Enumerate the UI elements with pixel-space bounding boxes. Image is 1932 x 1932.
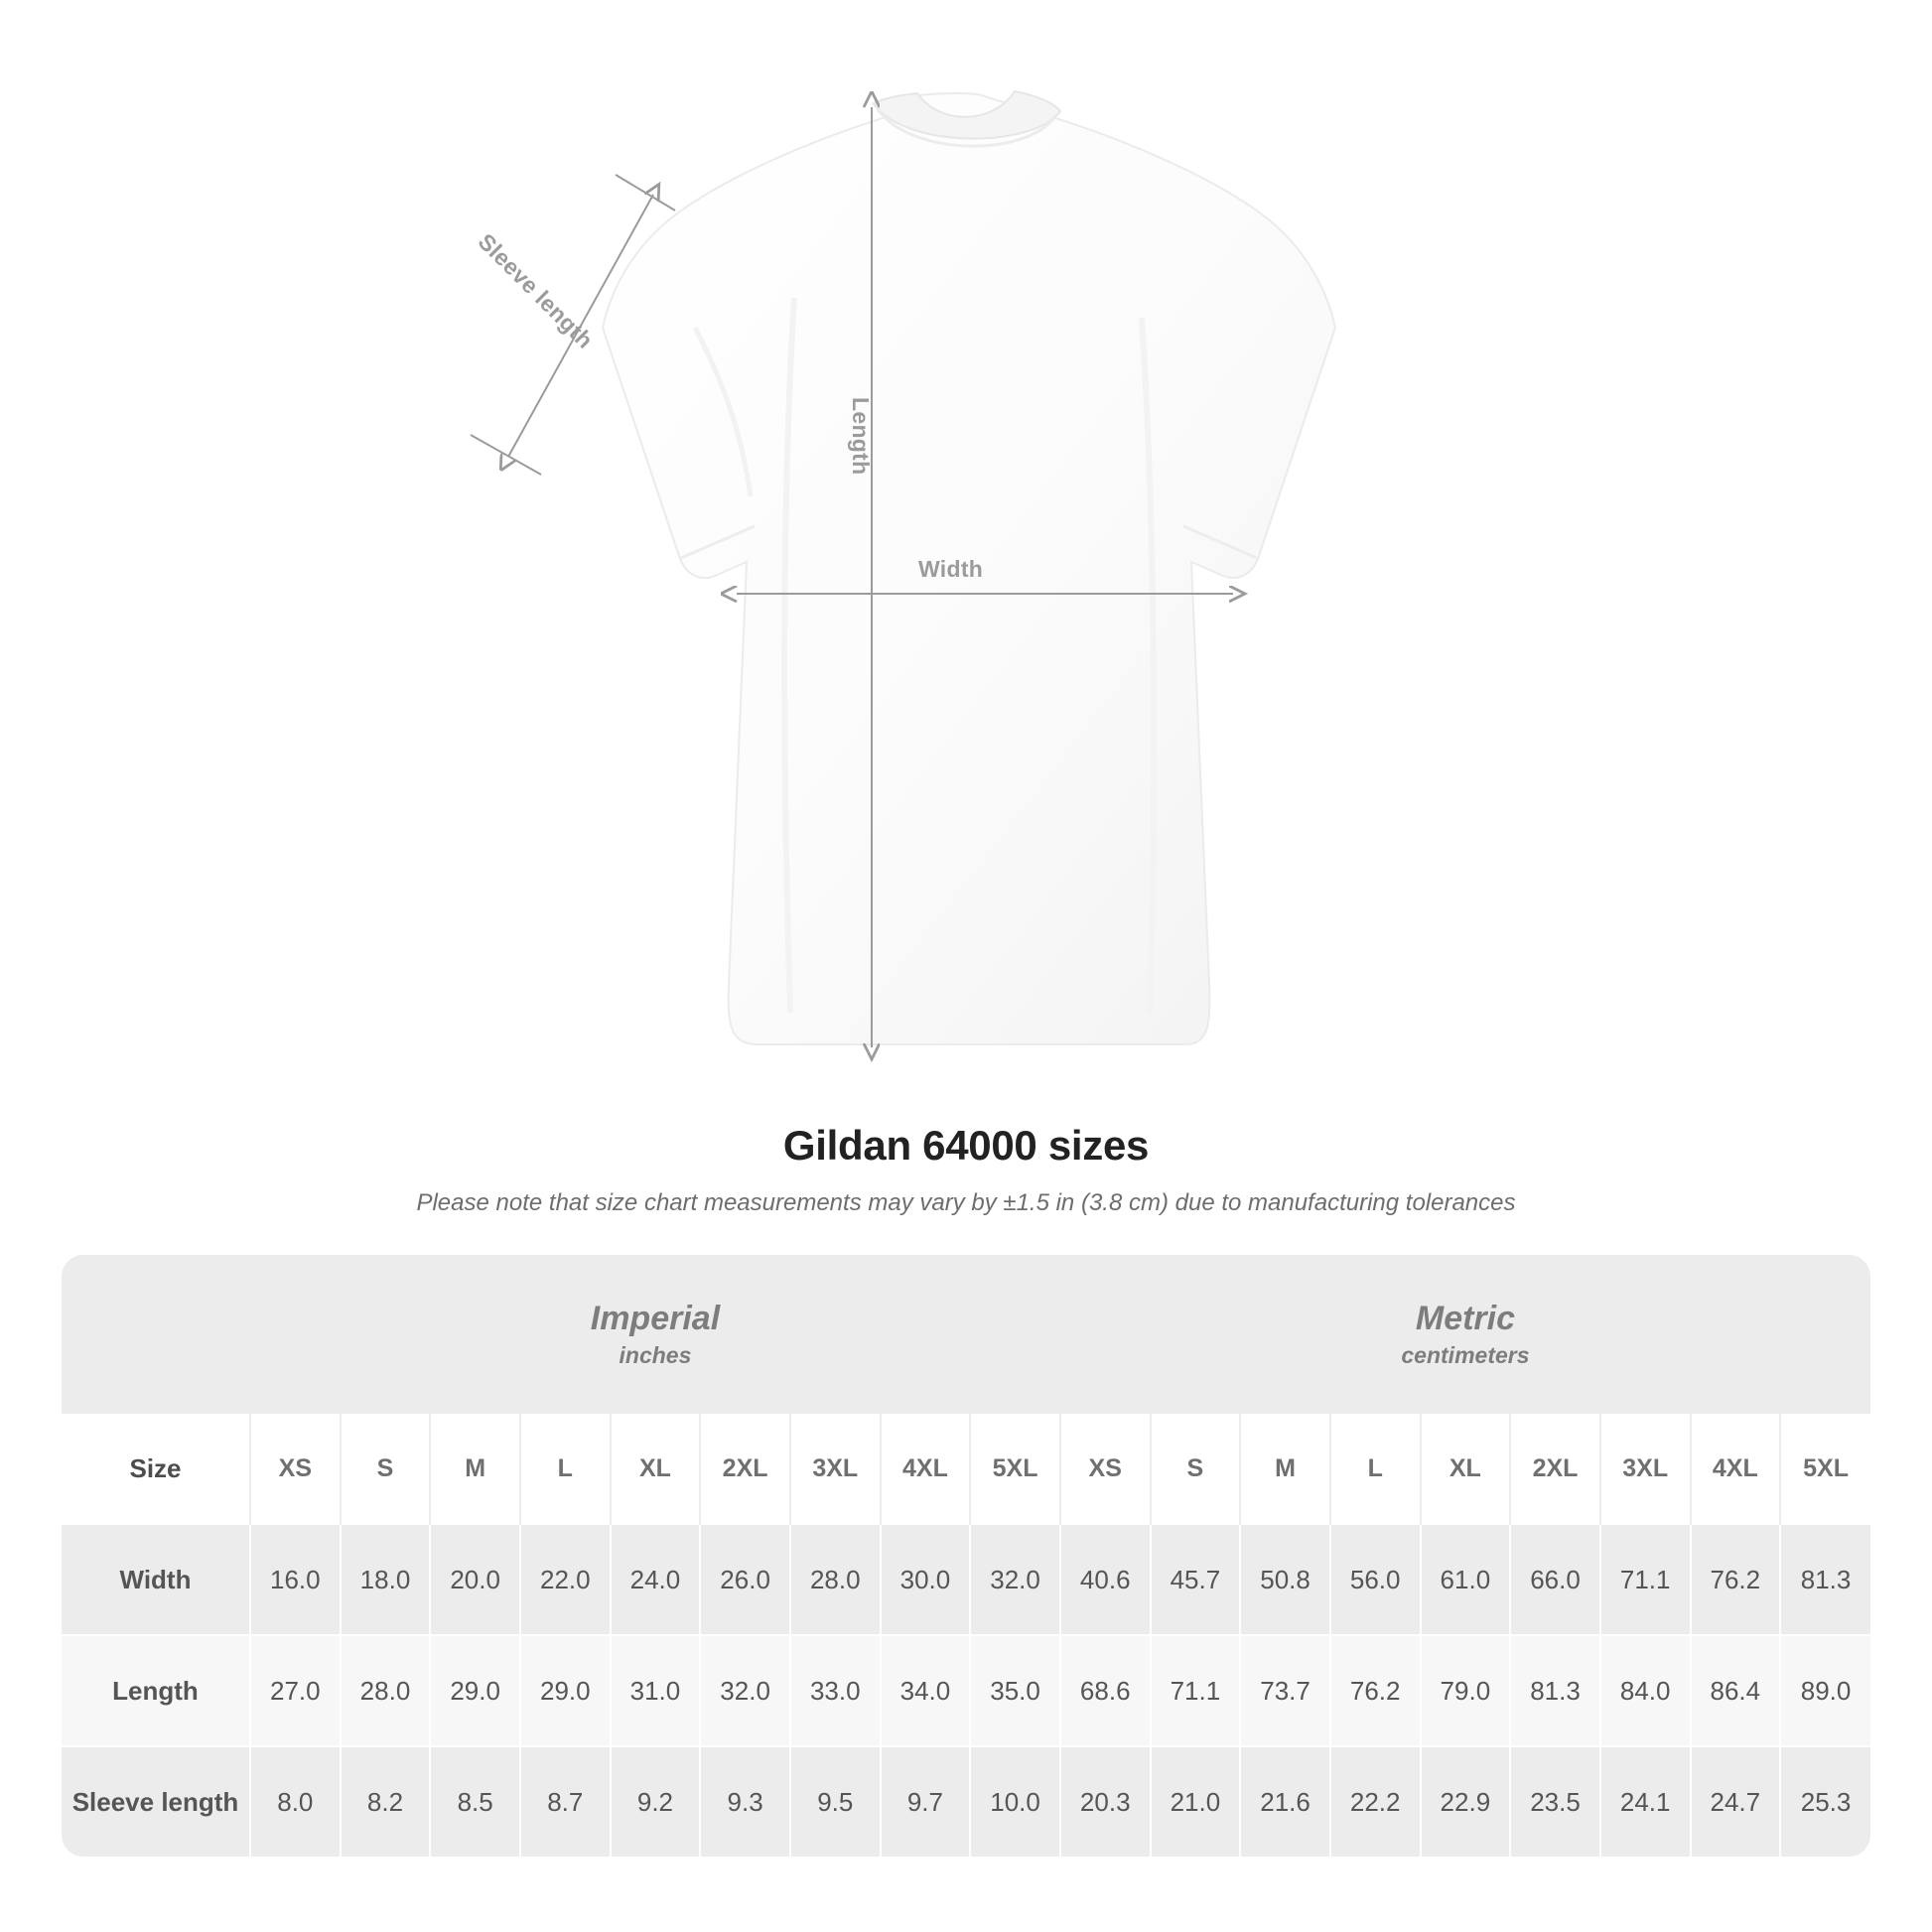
measurement-cell: 28.0: [790, 1524, 881, 1635]
measurement-cell: 29.0: [520, 1635, 611, 1746]
measurement-cell: 89.0: [1780, 1635, 1870, 1746]
unit-group-name: Imperial: [590, 1299, 721, 1337]
unit-group-subtitle: centimeters: [1401, 1342, 1530, 1369]
measurement-cell: 20.0: [430, 1524, 520, 1635]
unit-group-subtitle: inches: [619, 1342, 692, 1369]
measurement-cell: 25.3: [1780, 1746, 1870, 1857]
measurement-cell: 9.3: [700, 1746, 790, 1857]
measurement-cell: 79.0: [1421, 1635, 1511, 1746]
measurement-cell: 32.0: [700, 1635, 790, 1746]
measurement-cell: 32.0: [970, 1524, 1060, 1635]
size-column-header: 4XL: [881, 1414, 971, 1524]
measurement-cell: 26.0: [700, 1524, 790, 1635]
measurement-cell: 76.2: [1330, 1635, 1421, 1746]
measurement-cell: 22.2: [1330, 1746, 1421, 1857]
measurement-cell: 31.0: [611, 1635, 701, 1746]
measurement-cell: 24.1: [1600, 1746, 1691, 1857]
measurement-cell: 8.0: [250, 1746, 341, 1857]
size-table: [62, 1255, 1870, 1857]
measurement-cell: 8.5: [430, 1746, 520, 1857]
measurement-cell: 71.1: [1600, 1524, 1691, 1635]
table-row: [62, 1746, 1870, 1857]
size-column-header: L: [1330, 1414, 1421, 1524]
measurement-cell: 73.7: [1240, 1635, 1330, 1746]
measurement-cell: 16.0: [250, 1524, 341, 1635]
size-column-header: 5XL: [970, 1414, 1060, 1524]
measurement-cell: 68.6: [1060, 1635, 1151, 1746]
measurement-row-label: Sleeve length: [62, 1746, 250, 1857]
measurement-cell: 23.5: [1510, 1746, 1600, 1857]
size-column-header: 4XL: [1691, 1414, 1781, 1524]
size-table-body: [62, 1524, 1870, 1857]
size-column-header: M: [430, 1414, 520, 1524]
tolerance-note: Please note that size chart measurements may vary by ±1.5 in (3.8 cm) due to manufacturing tolerances: [416, 1189, 1516, 1216]
length-dimension-label: Length: [848, 397, 874, 476]
measurement-row-label: Width: [62, 1524, 250, 1635]
sleeve-length-dimension-label: Sleeve length: [473, 228, 599, 353]
measurement-cell: 86.4: [1691, 1635, 1781, 1746]
measurement-cell: 76.2: [1691, 1524, 1781, 1635]
measurement-cell: 81.3: [1780, 1524, 1870, 1635]
measurement-cell: 20.3: [1060, 1746, 1151, 1857]
measurement-cell: 10.0: [970, 1746, 1060, 1857]
unit-header-spacer: [62, 1255, 250, 1414]
size-column-header: XS: [250, 1414, 341, 1524]
size-column-header: XL: [1421, 1414, 1511, 1524]
size-column-header: 5XL: [1780, 1414, 1870, 1524]
unit-group-name: Metric: [1415, 1299, 1516, 1337]
size-header-row: [62, 1414, 1870, 1524]
measurement-cell: 50.8: [1240, 1524, 1330, 1635]
measurement-cell: 22.0: [520, 1524, 611, 1635]
size-column-header: 3XL: [790, 1414, 881, 1524]
measurement-row-label: Length: [62, 1635, 250, 1746]
measurement-cell: 33.0: [790, 1635, 881, 1746]
size-column-header: L: [520, 1414, 611, 1524]
measurement-cell: 8.7: [520, 1746, 611, 1857]
size-header-label: Size: [62, 1414, 250, 1524]
size-column-header: 3XL: [1600, 1414, 1691, 1524]
measurement-cell: 28.0: [341, 1635, 431, 1746]
measurement-cell: 81.3: [1510, 1635, 1600, 1746]
size-table-wrapper: [62, 1255, 1870, 1857]
measurement-cell: 40.6: [1060, 1524, 1151, 1635]
size-column-header: XS: [1060, 1414, 1151, 1524]
sleeve-tick-upper: [616, 175, 675, 210]
measurement-cell: 71.1: [1151, 1635, 1241, 1746]
measurement-cell: 21.0: [1151, 1746, 1241, 1857]
measurement-cell: 8.2: [341, 1746, 431, 1857]
measurement-cell: 30.0: [881, 1524, 971, 1635]
size-column-header: 2XL: [700, 1414, 790, 1524]
measurement-cell: 9.2: [611, 1746, 701, 1857]
table-row: [62, 1524, 1870, 1635]
width-dimension-label: Width: [918, 556, 984, 582]
measurement-cell: 35.0: [970, 1635, 1060, 1746]
title-block: [0, 1122, 1932, 1217]
unit-group-header: [250, 1255, 1060, 1414]
measurement-cell: 22.9: [1421, 1746, 1511, 1857]
measurement-cell: 24.7: [1691, 1746, 1781, 1857]
measurement-cell: 21.6: [1240, 1746, 1330, 1857]
table-row: [62, 1635, 1870, 1746]
size-column-header: XL: [611, 1414, 701, 1524]
measurement-cell: 56.0: [1330, 1524, 1421, 1635]
measurement-cell: 27.0: [250, 1635, 341, 1746]
measurement-cell: 9.7: [881, 1746, 971, 1857]
measurement-cell: 18.0: [341, 1524, 431, 1635]
size-column-header: M: [1240, 1414, 1330, 1524]
measurement-cell: 9.5: [790, 1746, 881, 1857]
size-column-header: S: [1151, 1414, 1241, 1524]
sleeve-tick-lower: [471, 435, 541, 475]
unit-group-header: [1060, 1255, 1870, 1414]
measurement-cell: 84.0: [1600, 1635, 1691, 1746]
page-title: Gildan 64000 sizes: [782, 1122, 1150, 1169]
size-column-header: 2XL: [1510, 1414, 1600, 1524]
size-column-header: S: [341, 1414, 431, 1524]
measurement-cell: 34.0: [881, 1635, 971, 1746]
measurement-cell: 29.0: [430, 1635, 520, 1746]
measurement-cell: 24.0: [611, 1524, 701, 1635]
measurement-cell: 66.0: [1510, 1524, 1600, 1635]
unit-header-row: [62, 1255, 1870, 1414]
measurement-cell: 61.0: [1421, 1524, 1511, 1635]
measurement-cell: 45.7: [1151, 1524, 1241, 1635]
